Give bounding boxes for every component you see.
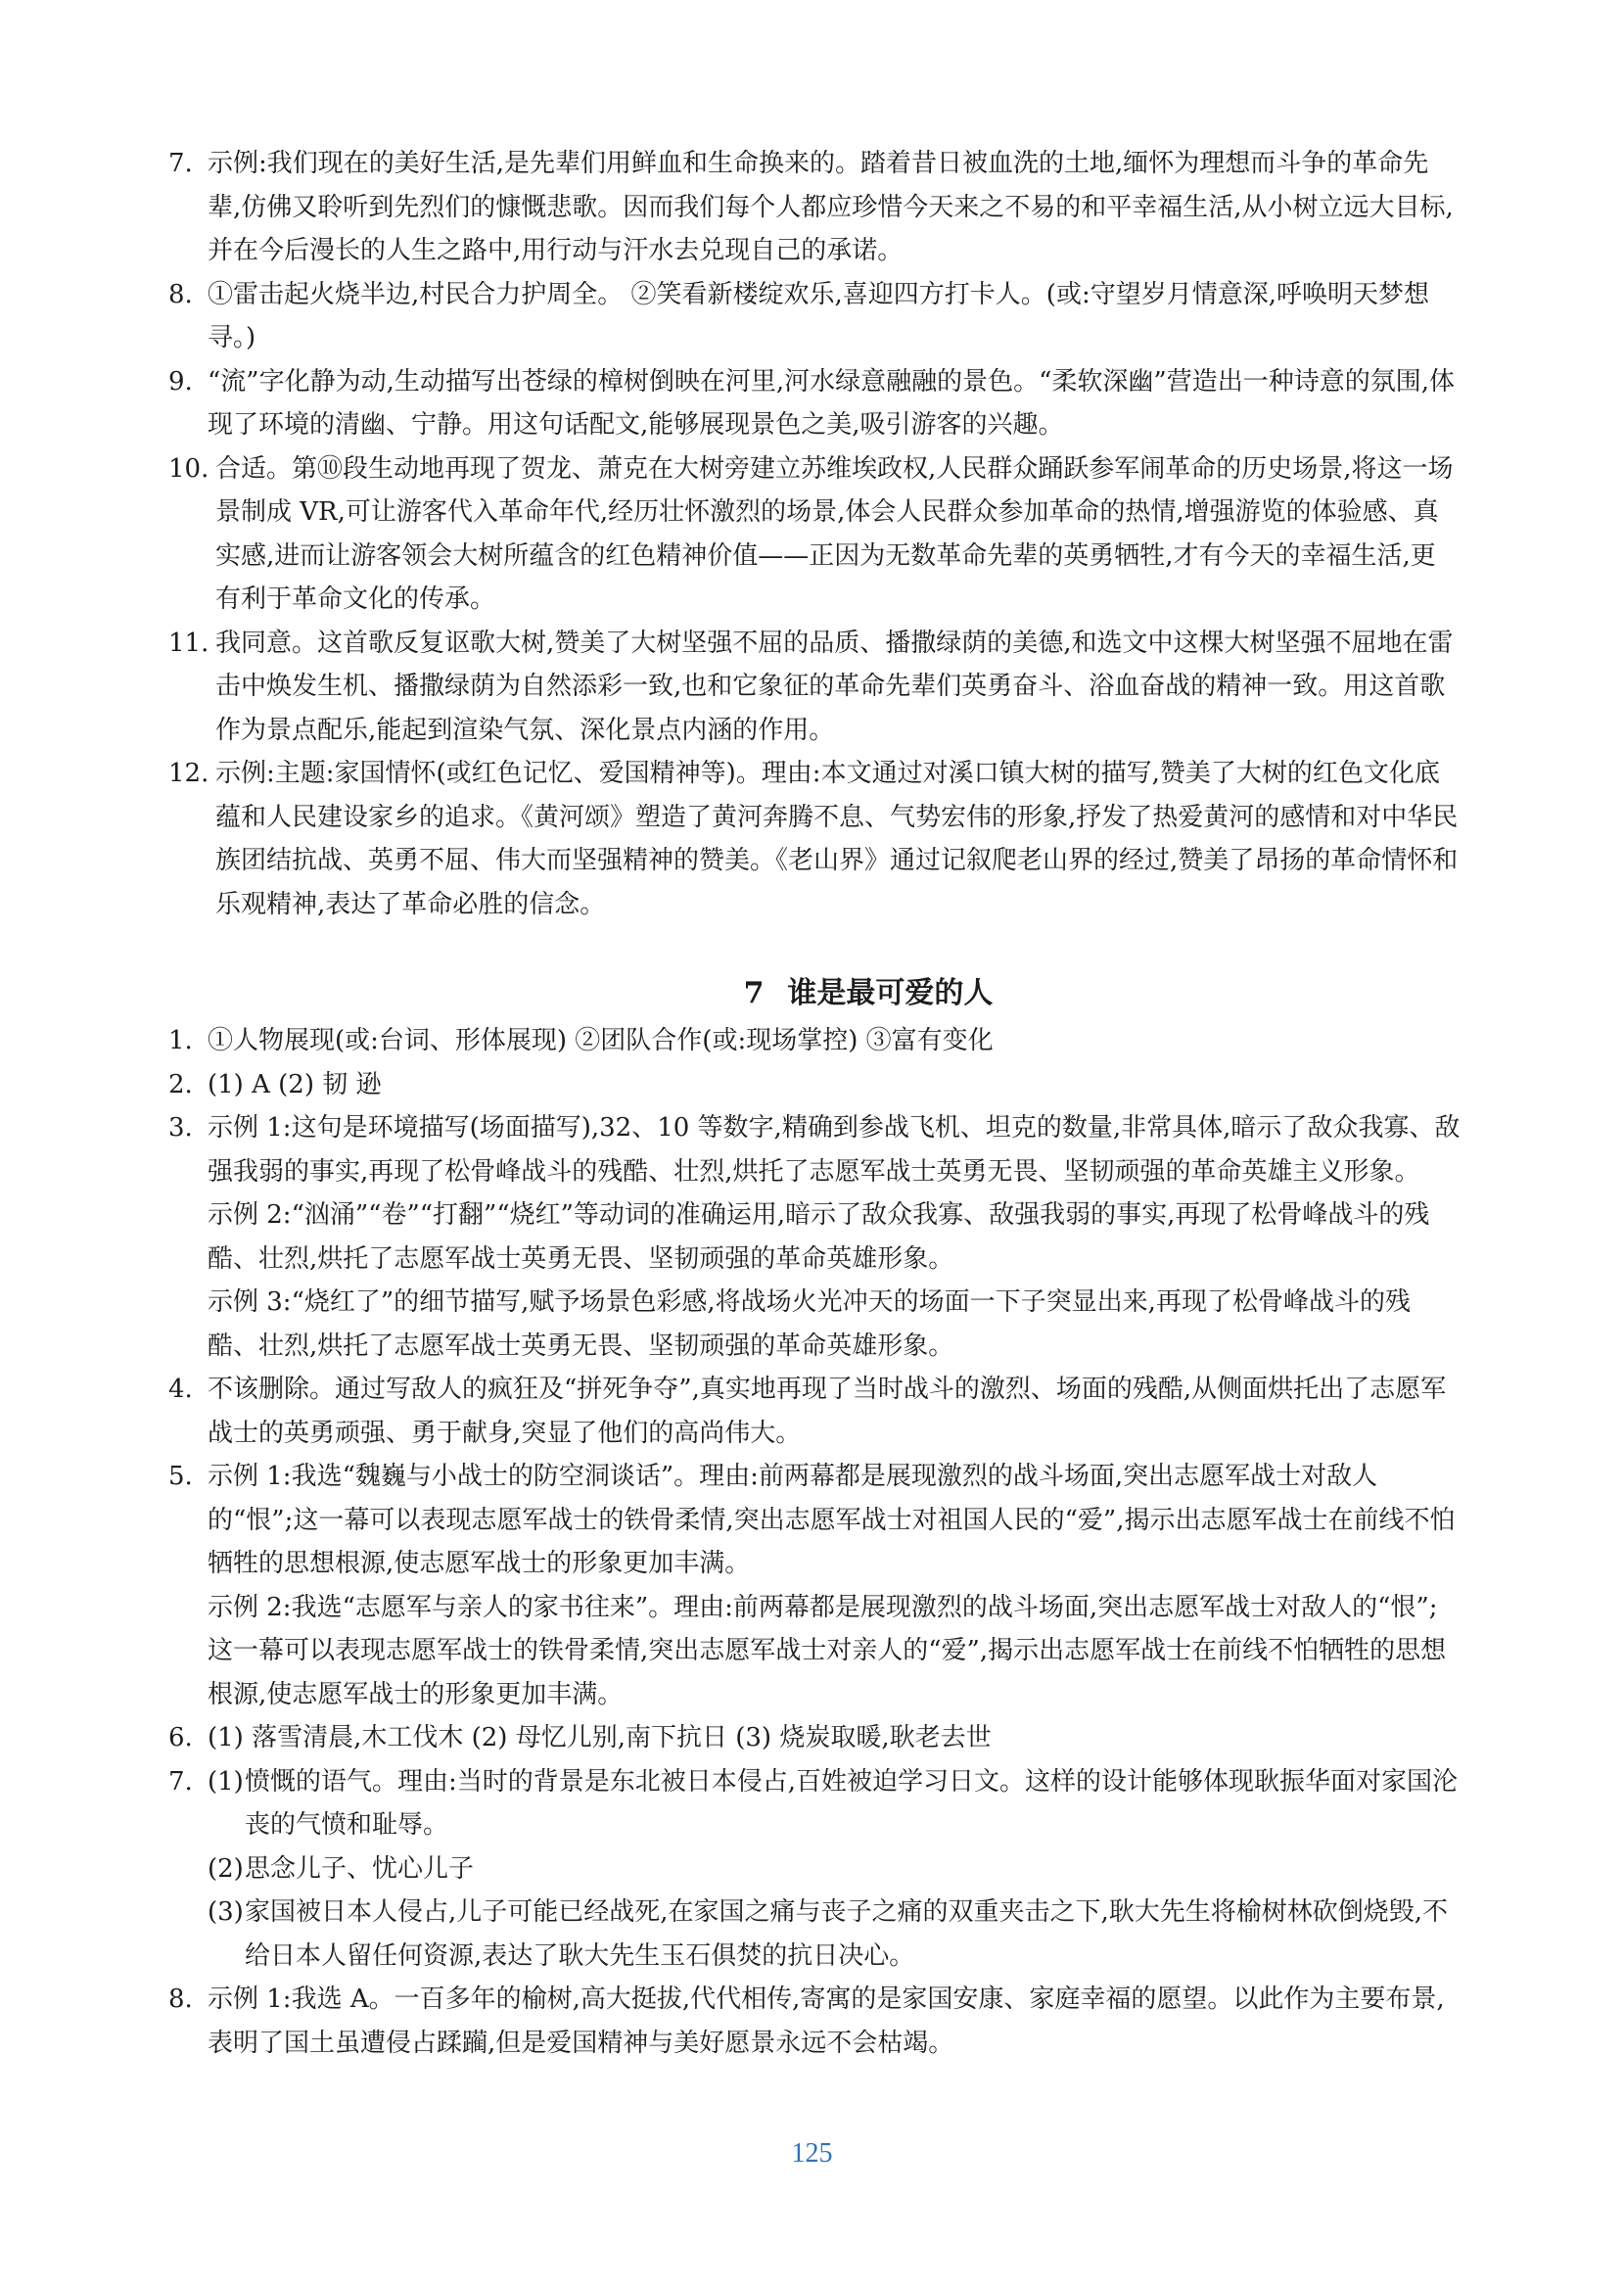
answer-text: 不该删除。通过写敌人的疯狂及“拼死争夺”,真实地再现了当时战斗的激烈、场面的残酷,从侧面烘托出了志愿军战士的英勇顽强、勇于献身,突显了他们的高尚伟大。 <box>208 1375 1447 1448</box>
answer-item-12 <box>168 752 1461 926</box>
answer-item-9 <box>168 360 1461 447</box>
answer-item-1 <box>168 1019 1461 1063</box>
answer-item-10 <box>168 447 1461 622</box>
answer-text: 合适。第⑩段生动地再现了贺龙、萧克在大树旁建立苏维埃政权,人民群众踊跃参军闹革命的历史场景,将这一场景制成 VR,可让游客代入革命年代,经历壮怀激烈的场景,体会人民群众参加革命的热情,增强游览的体验感、真实感,进而让游客领会大树所蕴含的红色精神价值——正因为无数革命先辈的英勇牺牲,才有今天的幸福生活,更有利于革命文化的传承。 <box>215 453 1454 614</box>
answer-item-8 <box>168 273 1461 360</box>
answer-text: (1) A (2) 韧 逊 <box>208 1069 382 1099</box>
sub-number: (3) <box>208 1897 244 1927</box>
item-number: 12. <box>168 759 209 788</box>
item-number: 7. <box>168 149 193 178</box>
example-1: 示例 1:这句是环境描写(场面描写),32、10 等数字,精确到参战飞机、坦克的数量,非常具体,暗示了敌众我寡、敌强我弱的事实,再现了松骨峰战斗的残酷、壮烈,烘托了志愿军战士英勇无畏、坚韧顽强的革命英雄主义形象。 <box>208 1113 1461 1187</box>
sub-answer-text: 家国被日本人侵占,儿子可能已经战死,在家国之痛与丧子之痛的双重夹击之下,耿大先生将榆树林砍倒烧毁,不给日本人留任何资源,表达了耿大先生玉石俱焚的抗日决心。 <box>245 1897 1449 1971</box>
page-number: 125 <box>791 2138 833 2169</box>
sub-answer-2 <box>208 1847 1461 1891</box>
item-number: 2. <box>168 1069 193 1099</box>
section-number: 7 <box>743 976 765 1010</box>
answer-text: 示例:主题:家国情怀(或红色记忆、爱国精神等)。理由:本文通过对溪口镇大树的描写,赞美了大树的红色文化底蕴和人民建设家乡的追求。《黄河颂》塑造了黄河奔腾不息、气势宏伟的形象,抒发了热爱黄河的感情和对中华民族团结抗战、英勇不屈、伟大而坚强精神的赞美。《老山界》通过记叙爬老山界的经过,赞美了昂扬的革命情怀和乐观精神,表达了革命必胜的信念。 <box>215 759 1459 919</box>
item-number: 11. <box>168 628 209 658</box>
item-number: 6. <box>168 1723 193 1752</box>
answer-item-2 <box>168 1063 1461 1107</box>
answer-item-7 <box>168 142 1461 273</box>
answer-item-8b <box>168 1978 1461 2065</box>
sub-answer-text: 愤慨的语气。理由:当时的背景是东北被日本侵占,百姓被迫学习日文。这样的设计能够体现耿振华面对家国沦丧的气愤和耻辱。 <box>245 1766 1459 1840</box>
sub-answer-1 <box>168 1760 1461 1847</box>
item-number: 5. <box>168 1462 193 1491</box>
answer-text: 我同意。这首歌反复讴歌大树,赞美了大树坚强不屈的品质、播撒绿荫的美德,和选文中这棵大树坚强不屈地在雷击中焕发生机、播撒绿荫为自然添彩一致,也和它象征的革命先辈们英勇奋斗、浴血奋战的精神一致。用这首歌作为景点配乐,能起到渲染气氛、深化景点内涵的作用。 <box>215 628 1454 745</box>
answer-item-3 <box>168 1106 1461 1368</box>
example-1: 示例 1:我选“魏巍与小战士的防空洞谈话”。理由:前两幕都是展现激烈的战斗场面,突出志愿军战士对敌人的“恨”;这一幕可以表现志愿军战士的铁骨柔情,突出志愿军战士对祖国人民的“爱”,揭示出志愿军战士在前线不怕牺牲的思想根源,使志愿军战士的形象更加丰满。 <box>208 1462 1456 1578</box>
item-number: 1. <box>168 1026 193 1055</box>
answer-item-7b <box>168 1760 1461 1979</box>
sub-answer-text: 思念儿子、忧心儿子 <box>245 1853 475 1884</box>
item-number: 4. <box>168 1375 193 1404</box>
item-number: 10. <box>168 453 209 484</box>
item-number: 8. <box>168 279 193 309</box>
answer-item-4 <box>168 1368 1461 1455</box>
item-number: 7. <box>168 1766 193 1797</box>
answer-text: 示例 1:我选 A。一百多年的榆树,高大挺拔,代代相传,寄寓的是家国安康、家庭幸福的愿望。以此作为主要布景,表明了国土虽遭侵占蹂躏,但是爱国精神与美好愿景永远不会枯竭。 <box>208 1984 1445 2058</box>
answer-text: 示例:我们现在的美好生活,是先辈们用鲜血和生命换来的。踏着昔日被血洗的土地,缅怀为理想而斗争的革命先辈,仿佛又聆听到先烈们的慷慨悲歌。因而我们每个人都应珍惜今天来之不易的和平幸福生活,从小树立远大目标,并在今后漫长的人生之路中,用行动与汗水去兑现自己的承诺。 <box>208 149 1454 265</box>
answer-item-6 <box>168 1716 1461 1760</box>
sub-number: (2) <box>208 1853 244 1884</box>
section-title <box>168 972 1461 1015</box>
example-2: 示例 2:“汹涌”“卷”“打翻”“烧红”等动词的准确运用,暗示了敌众我寡、敌强我弱的事实,再现了松骨峰战斗的残酷、壮烈,烘托了志愿军战士英勇无畏、坚韧顽强的革命英雄形象。 <box>208 1200 1430 1274</box>
sub-number: (1) <box>208 1766 244 1797</box>
answer-content <box>168 142 1461 2065</box>
item-number: 8. <box>168 1984 193 2014</box>
answer-text: ①人物展现(或:台词、形体展现) ②团队合作(或:现场掌控) ③富有变化 <box>208 1026 994 1055</box>
item-number: 9. <box>168 366 193 397</box>
answer-item-5 <box>168 1455 1461 1716</box>
answer-text: (1) 落雪清晨,木工伐木 (2) 母忆儿别,南下抗日 (3) 烧炭取暖,耿老去世 <box>208 1723 992 1752</box>
sub-answer-3 <box>208 1891 1461 1978</box>
item-number: 3. <box>168 1113 193 1143</box>
answer-text: “流”字化静为动,生动描写出苍绿的樟树倒映在河里,河水绿意融融的景色。“柔软深幽”营造出一种诗意的氛围,体现了环境的清幽、宁静。用这句话配文,能够展现景色之美,吸引游客的兴趣。 <box>208 366 1455 440</box>
answer-item-11 <box>168 622 1461 753</box>
answer-text: ①雷击起火烧半边,村民合力护周全。 ②笑看新楼绽欢乐,喜迎四方打卡人。(或:守望岁月情意深,呼唤明天梦想寻。) <box>208 279 1429 352</box>
example-2: 示例 2:我选“志愿军与亲人的家书往来”。理由:前两幕都是展现激烈的战斗场面,突出志愿军战士对敌人的“恨”;这一幕可以表现志愿军战士的铁骨柔情,突出志愿军战士对亲人的“爱”,揭示出志愿军战士在前线不怕牺牲的思想根源,使志愿军战士的形象更加丰满。 <box>208 1592 1447 1709</box>
section-heading: 谁是最可爱的人 <box>787 976 994 1010</box>
example-3: 示例 3:“烧红了”的细节描写,赋予场景色彩感,将战场火光冲天的场面一下子突显出来,再现了松骨峰战斗的残酷、壮烈,烘托了志愿军战士英勇无畏、坚韧顽强的革命英雄形象。 <box>208 1287 1411 1361</box>
